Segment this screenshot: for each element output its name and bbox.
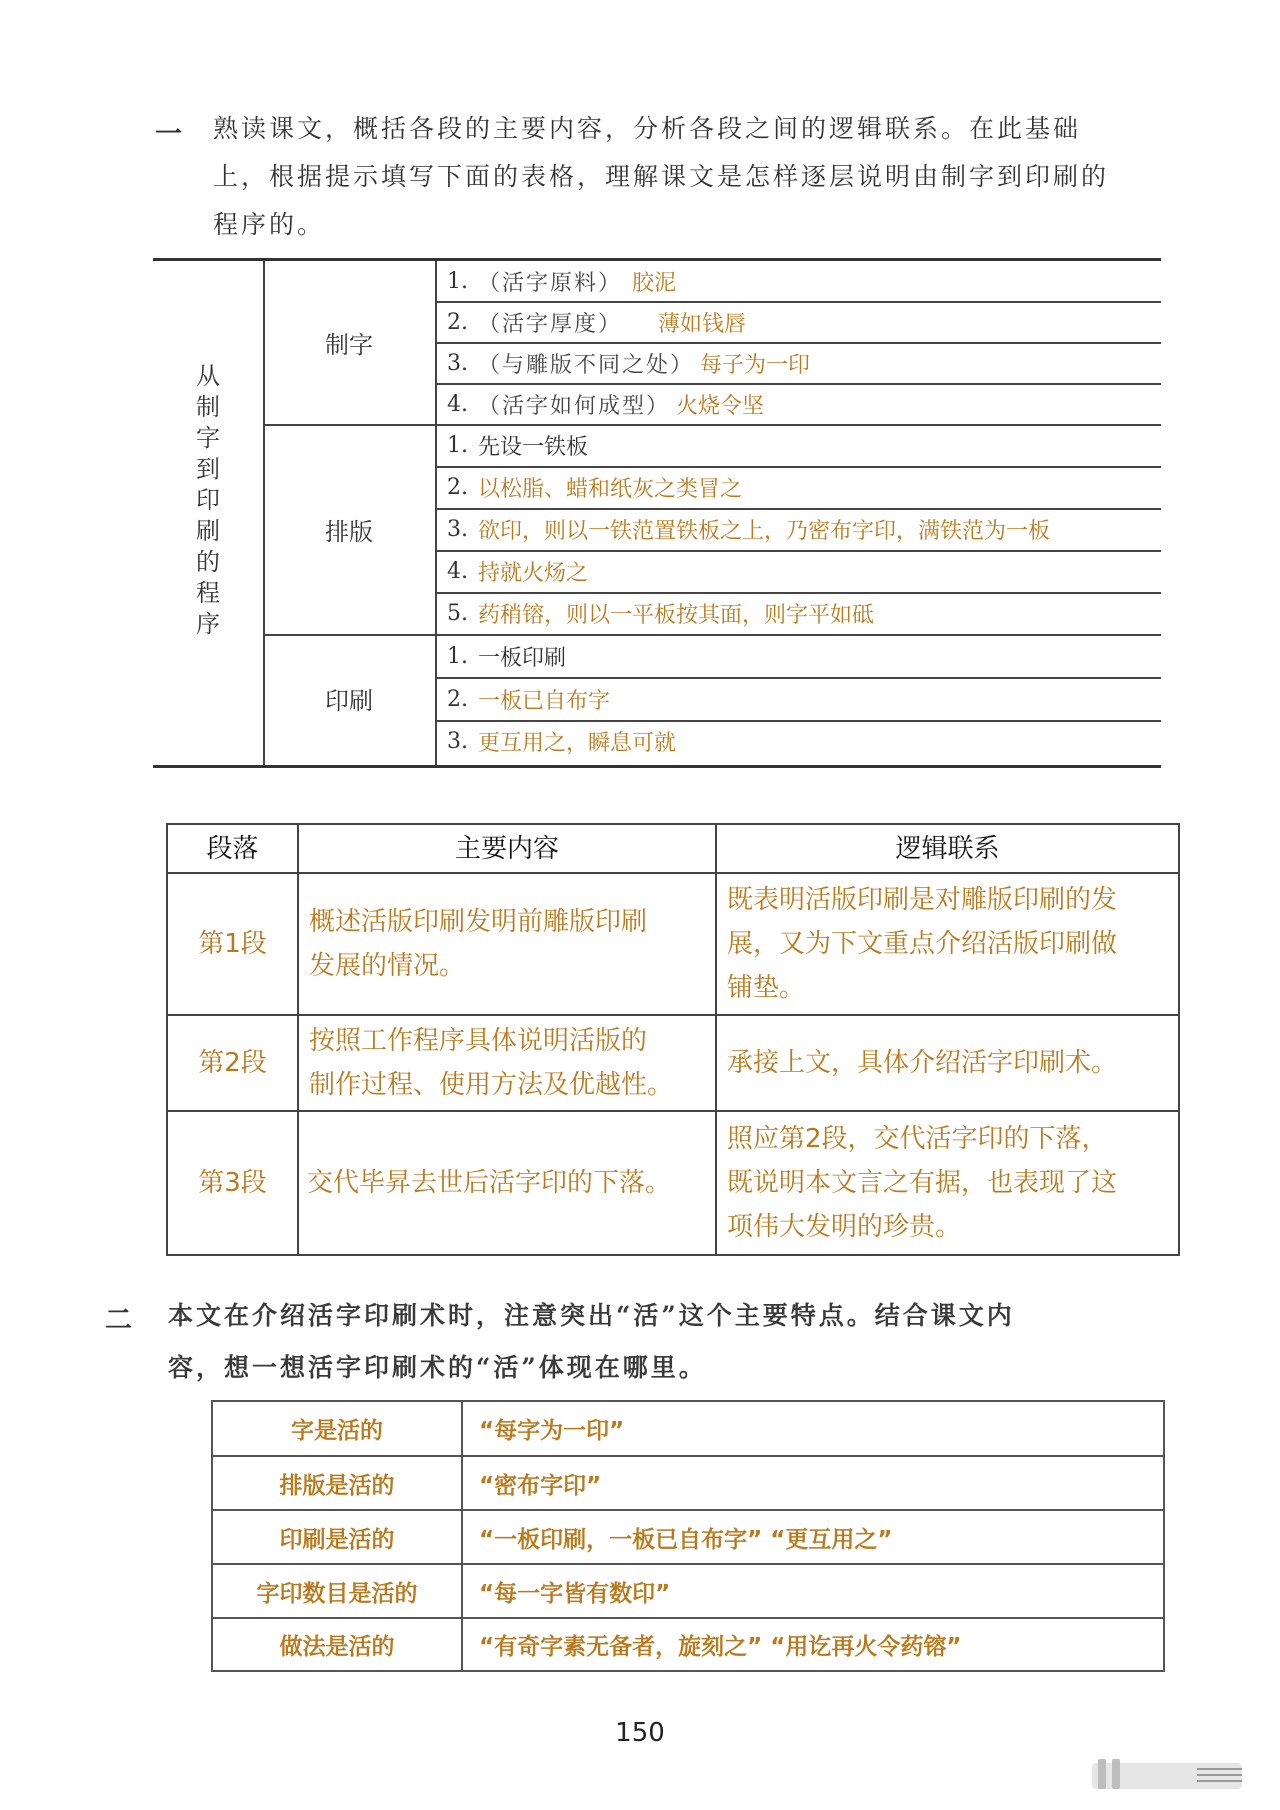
table-row — [435, 302, 1161, 342]
flexibility-table — [211, 1400, 1165, 1672]
question-1-text — [213, 105, 1173, 249]
table-row — [435, 593, 1161, 634]
side-label-char: 制 — [196, 393, 220, 421]
group-label: 印刷 — [325, 686, 373, 715]
main-content-cell — [299, 874, 715, 1014]
row-number: 1. — [447, 268, 468, 294]
column-header: 逻辑联系 — [895, 833, 1000, 864]
table-row — [435, 467, 1161, 508]
table-row — [435, 721, 1161, 762]
row-answer: 先设一铁板 — [478, 435, 589, 460]
procedure-table — [153, 258, 1161, 768]
paragraph-analysis-table — [166, 823, 1180, 1256]
row-answer: 药稍镕，则以一平板按其面，则字平如砥 — [478, 603, 875, 628]
aspect-label: 字是活的 — [291, 1418, 383, 1444]
logic-cell — [717, 874, 1178, 1014]
side-label-char: 字 — [196, 424, 220, 452]
question-1-number: 一 — [155, 119, 182, 150]
logic-cell — [717, 1112, 1178, 1254]
row-answer: 一板已自布字 — [478, 688, 611, 714]
scroll-handle[interactable] — [1092, 1755, 1252, 1795]
scroll-handle-icon — [1092, 1755, 1252, 1795]
row-number: 1. — [447, 433, 468, 458]
row-number: 4. — [447, 391, 468, 417]
logic-line: 展，又为下文重点介绍活版印刷做 — [727, 929, 1118, 959]
aspect-value: “密布字印” — [479, 1472, 602, 1499]
paragraph-label: 第3段 — [198, 1168, 267, 1198]
aspect-value: “有奇字素无备者，旋刻之” “用讫再火令药镕” — [479, 1634, 962, 1660]
side-label-char: 序 — [196, 610, 220, 638]
side-label-char: 程 — [196, 579, 220, 607]
page-number: 150 — [615, 1718, 665, 1748]
row-answer: 一板印刷 — [478, 645, 567, 671]
question-2-number: 二 — [105, 1305, 132, 1336]
row-number: 2. — [447, 309, 468, 335]
column-header: 段落 — [206, 833, 259, 864]
row-answer: 欲印，则以一铁范置铁板之上，乃密布字印，满铁范为一板 — [478, 519, 1051, 544]
side-label-char: 到 — [196, 455, 220, 483]
logic-line: 承接上文，具体介绍活字印刷术。 — [727, 1048, 1118, 1078]
question-1-line: 上，根据提示填写下面的表格，理解课文是怎样逐层说明由制字到印刷的 — [213, 162, 1110, 191]
table-row — [435, 678, 1161, 720]
aspect-value: “每一字皆有数印” — [479, 1580, 671, 1607]
table-row — [435, 384, 1161, 424]
main-content-cell — [299, 1112, 715, 1254]
row-answer: 每子为一印 — [700, 352, 811, 378]
content-line: 概述活版印刷发明前雕版印刷 — [309, 907, 648, 937]
aspect-value: “每字为一印” — [479, 1418, 625, 1444]
paragraph-label: 第2段 — [198, 1048, 267, 1078]
table-row — [435, 261, 1161, 301]
aspect-label: 印刷是活的 — [279, 1526, 395, 1553]
row-answer: 胶泥 — [632, 270, 677, 296]
row-number: 5. — [447, 601, 468, 626]
row-number: 3. — [447, 350, 468, 376]
group-label: 制字 — [325, 331, 373, 359]
side-label-char: 刷 — [196, 517, 220, 545]
column-header: 主要内容 — [454, 833, 559, 864]
aspect-label: 字印数目是活的 — [256, 1580, 418, 1607]
row-number: 2. — [447, 686, 468, 712]
content-line: 交代毕昇去世后活字印的下落。 — [307, 1168, 672, 1198]
logic-cell — [717, 1016, 1178, 1110]
logic-line: 既说明本文言之有据，也表现了这 — [727, 1168, 1118, 1198]
content-line: 发展的情况。 — [309, 951, 466, 981]
table-row — [435, 635, 1161, 677]
row-number: 3. — [447, 517, 468, 542]
side-label-char: 的 — [196, 548, 220, 576]
row-answer: 火烧令坚 — [676, 393, 765, 419]
table-row — [435, 343, 1161, 383]
row-number: 3. — [447, 729, 468, 754]
side-label-char: 印 — [196, 486, 220, 514]
logic-line: 既表明活版印刷是对雕版印刷的发 — [727, 885, 1118, 915]
question-2-line: 本文在介绍活字印刷术时，注意突出“活”这个主要特点。结合课文内 — [168, 1301, 1015, 1330]
question-1-line: 熟读课文，概括各段的主要内容，分析各段之间的逻辑联系。在此基础 — [213, 114, 1082, 143]
paragraph-label: 第1段 — [198, 929, 267, 959]
table-row — [435, 551, 1161, 592]
question-2-line: 容，想一想活字印刷术的“活”体现在哪里。 — [168, 1353, 707, 1382]
logic-line: 项伟大发明的珍贵。 — [727, 1212, 962, 1242]
group-label: 排版 — [325, 517, 373, 546]
procedure-side-label — [153, 361, 263, 640]
table-row — [435, 509, 1161, 550]
row-number: 2. — [447, 475, 468, 500]
row-hint: （活字如何成型） — [478, 393, 671, 419]
logic-line: 铺垫。 — [727, 973, 806, 1003]
aspect-label: 做法是活的 — [279, 1634, 395, 1660]
question-2-text — [168, 1290, 1178, 1394]
row-answer: 薄如钱唇 — [658, 311, 747, 337]
question-1-line: 程序的。 — [213, 210, 326, 239]
main-content-cell — [299, 1016, 715, 1110]
side-label-char: 从 — [196, 362, 220, 390]
aspect-label: 排版是活的 — [279, 1472, 395, 1499]
logic-line: 照应第2段，交代活字印的下落， — [727, 1124, 1108, 1154]
aspect-value: “一板印刷，一板已自布字” “更互用之” — [479, 1526, 893, 1553]
table-row — [435, 425, 1161, 466]
row-number: 1. — [447, 643, 468, 669]
row-answer: 持就火炀之 — [478, 561, 589, 586]
row-hint: （与雕版不同之处） — [478, 352, 695, 378]
row-hint: （活字厚度） — [478, 311, 623, 337]
content-line: 按照工作程序具体说明活版的 — [309, 1026, 648, 1056]
row-answer: 更互用之，瞬息可就 — [478, 731, 677, 756]
content-line: 制作过程、使用方法及优越性。 — [309, 1070, 674, 1100]
row-hint: （活字原料） — [478, 270, 623, 296]
row-answer: 以松脂、蜡和纸灰之类冒之 — [478, 477, 743, 502]
row-number: 4. — [447, 559, 468, 584]
